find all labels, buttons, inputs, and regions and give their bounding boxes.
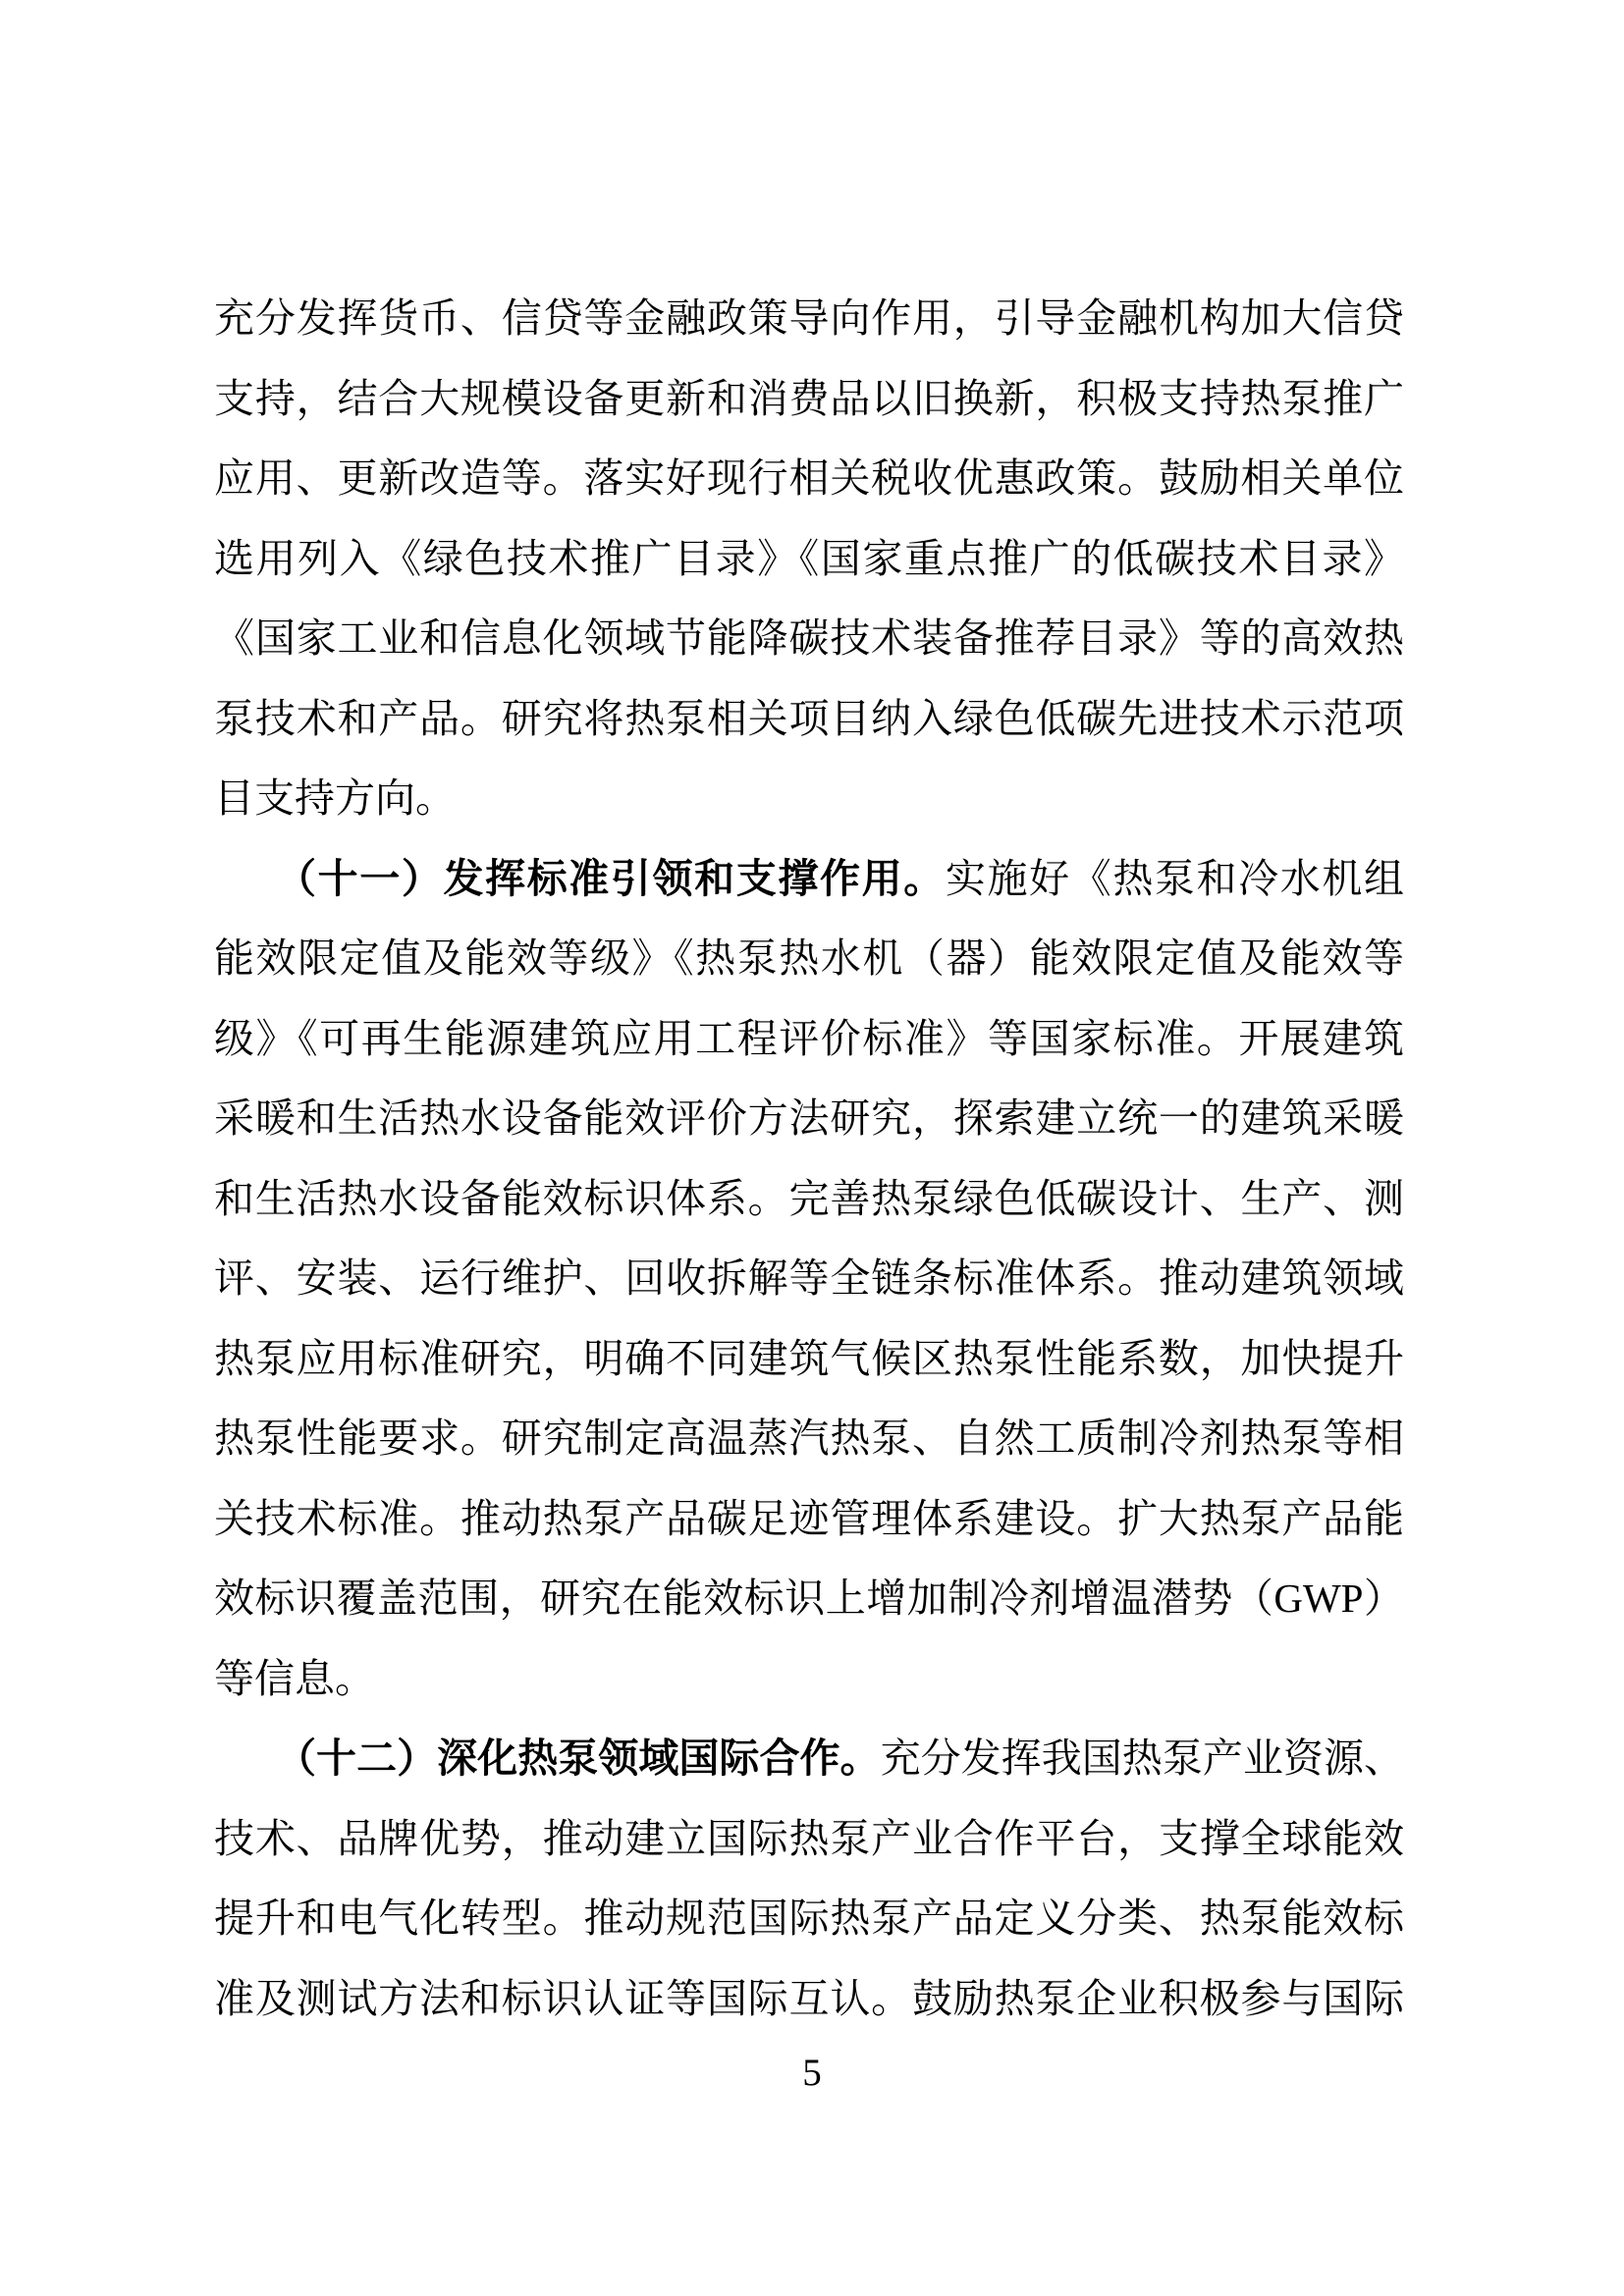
body-text: 能效限定值及能效等级》《热泵热水机（器）能效限定值及能效等 <box>214 935 1404 981</box>
text-line <box>214 1479 1404 1560</box>
body-text: 采暖和生活热水设备能效评价方法研究，探索建立统一的建筑采暖 <box>214 1095 1404 1141</box>
text-line <box>214 759 1404 839</box>
body-text: 等信息。 <box>214 1655 375 1701</box>
body-text: 充分发挥我国热泵产业资源、 <box>880 1735 1405 1781</box>
text-line <box>214 439 1404 519</box>
text-line <box>214 1719 1404 1799</box>
text-line <box>214 599 1404 679</box>
text-line <box>214 1799 1404 1880</box>
text-line <box>214 519 1404 600</box>
text-line <box>214 1559 1404 1639</box>
text-block <box>214 279 1404 2039</box>
section-heading-text: （十二）深化热泵领域国际合作。 <box>276 1735 881 1781</box>
body-text: 《国家工业和信息化领域节能降碳技术装备推荐目录》等的高效热 <box>214 615 1404 661</box>
body-text: 评、安装、运行维护、回收拆解等全链条标准体系。推动建筑领域 <box>214 1255 1404 1301</box>
text-line <box>214 839 1404 920</box>
body-text: 提升和电气化转型。推动规范国际热泵产品定义分类、热泵能效标 <box>214 1896 1404 1941</box>
text-line <box>214 1079 1404 1159</box>
text-line <box>214 919 1404 999</box>
body-text: 热泵应用标准研究，明确不同建筑气候区热泵性能系数，加快提升 <box>214 1335 1404 1381</box>
text-line <box>214 1639 1404 1720</box>
body-text: 关技术标准。推动热泵产品碳足迹管理体系建设。扩大热泵产品能 <box>214 1495 1404 1541</box>
body-text: 应用、更新改造等。落实好现行相关税收优惠政策。鼓励相关单位 <box>214 455 1404 501</box>
body-text: 目支持方向。 <box>214 775 456 821</box>
body-text: 级》《可再生能源建筑应用工程评价标准》等国家标准。开展建筑 <box>214 1015 1404 1061</box>
text-line <box>214 999 1404 1080</box>
text-line <box>214 1319 1404 1400</box>
text-line <box>214 1959 1404 2040</box>
text-line <box>214 279 1404 359</box>
text-line <box>214 1879 1404 1959</box>
body-text: 和生活热水设备能效标识体系。完善热泵绿色低碳设计、生产、测 <box>214 1175 1404 1221</box>
text-line <box>214 679 1404 760</box>
text-line <box>214 1159 1404 1240</box>
body-text: 热泵性能要求。研究制定高温蒸汽热泵、自然工质制冷剂热泵等相 <box>214 1415 1404 1461</box>
body-text: 技术、品牌优势，推动建立国际热泵产业合作平台，支撑全球能效 <box>214 1815 1404 1861</box>
body-text: 泵技术和产品。研究将热泵相关项目纳入绿色低碳先进技术示范项 <box>214 695 1404 741</box>
body-text: 充分发挥货币、信贷等金融政策导向作用，引导金融机构加大信贷 <box>214 295 1404 341</box>
text-line <box>214 359 1404 440</box>
body-text: 实施好《热泵和冷水机组 <box>945 855 1405 901</box>
section-heading-text: （十一）发挥标准引领和支撑作用。 <box>276 855 946 901</box>
page-number: 5 <box>802 2052 822 2094</box>
text-line <box>214 1399 1404 1479</box>
body-text: 支持，结合大规模设备更新和消费品以旧换新，积极支持热泵推广 <box>214 375 1404 421</box>
body-text: 准及测试方法和标识认证等国际互认。鼓励热泵企业积极参与国际 <box>214 1975 1404 2021</box>
text-line <box>214 1239 1404 1319</box>
body-text: 效标识覆盖范围，研究在能效标识上增加制冷剂增温潜势（GWP） <box>214 1575 1404 1621</box>
body-text: 选用列入《绿色技术推广目录》《国家重点推广的低碳技术目录》 <box>214 535 1404 581</box>
